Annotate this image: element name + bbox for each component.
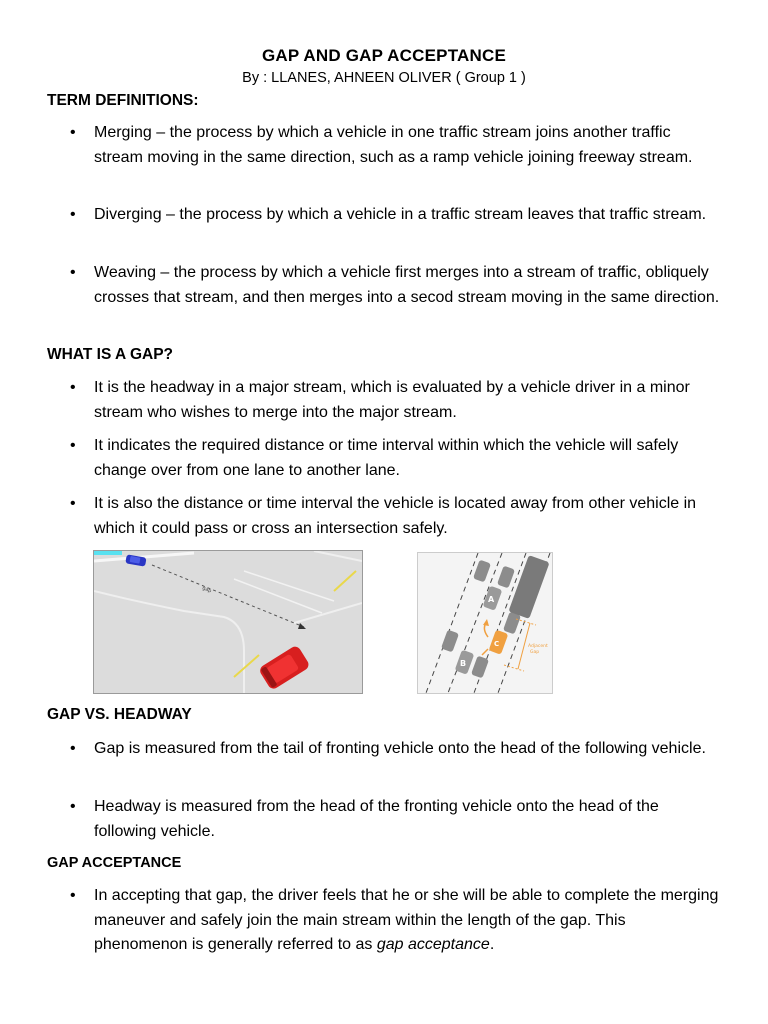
bullet-icon: • <box>70 437 76 454</box>
bullet-text: Gap is measured from the tail of fronting vehicle onto the head of the following vehicle. <box>94 740 706 757</box>
list-item <box>70 884 720 958</box>
bullet-icon: • <box>70 740 76 757</box>
list-item <box>70 795 720 844</box>
list-item <box>70 376 720 425</box>
bullet-icon: • <box>70 206 76 223</box>
list-item <box>70 492 720 541</box>
author-byline: By : LLANES, AHNEEN OLIVER ( Group 1 ) <box>242 70 526 86</box>
bullet-text: Diverging – the process by which a vehicle in a traffic stream leaves that traffic stream. <box>94 206 707 223</box>
page-title: GAP AND GAP ACCEPTANCE <box>261 46 506 65</box>
heading-term-definitions: TERM DEFINITIONS: <box>47 92 199 109</box>
bullet-icon: • <box>70 798 76 815</box>
bullet-icon: • <box>70 264 76 281</box>
bullet-text: Headway is measured from the head of the fronting vehicle onto the head of the following vehicle. <box>94 798 659 840</box>
bullet-text: It is the headway in a major stream, which is evaluated by a vehicle driver in a minor stream who wishes to merge into the major stream. <box>94 379 690 421</box>
list-item <box>70 203 720 228</box>
bullet-icon: • <box>70 887 76 904</box>
bullet-text: It indicates the required distance or time interval within which the vehicle will safely change over from one lane to another lane. <box>94 437 679 479</box>
list-item <box>70 737 720 762</box>
heading-what-is-a-gap: WHAT IS A GAP? <box>47 346 173 363</box>
svg-text:A: A <box>488 595 495 604</box>
gap-acceptance-term: gap acceptance <box>376 936 490 953</box>
svg-text:B: B <box>460 659 467 668</box>
bullet-icon: • <box>70 124 76 141</box>
list-item <box>70 434 720 483</box>
gap-label: gap <box>201 585 213 595</box>
list-item <box>70 121 720 170</box>
svg-text:C: C <box>494 640 500 648</box>
adjacent-gap-label: Adjacent <box>528 644 548 649</box>
intersection-gap-figure <box>93 550 363 694</box>
adjacent-gap-figure <box>417 552 553 694</box>
bullet-text: In accepting that gap, the driver feels that he or she will be able to complete the merging maneuver and safely join the main stream within the length of the gap. This phenomenon is generally referred to as gap acceptance. <box>94 887 719 953</box>
heading-gap-acceptance: GAP ACCEPTANCE <box>47 855 182 871</box>
heading-gap-vs-headway: GAP VS. HEADWAY <box>47 706 192 723</box>
bullet-text: It is also the distance or time interval the vehicle is located away from other vehicle in which it could pass or cross an intersection safely. <box>94 495 697 537</box>
list-item <box>70 261 720 310</box>
adjacent-gap-label-2: Gap <box>530 650 540 655</box>
bullet-text: Merging – the process by which a vehicle in one traffic stream joins another traffic stream moving in the same direction, such as a ramp vehicle joining freeway stream. <box>94 124 693 166</box>
bullet-icon: • <box>70 379 76 396</box>
bullet-text: Weaving – the process by which a vehicle first merges into a stream of traffic, obliquely crosses that stream, and then merges into a secod stream moving in the same direction. <box>94 264 720 306</box>
bullet-icon: • <box>70 495 76 512</box>
